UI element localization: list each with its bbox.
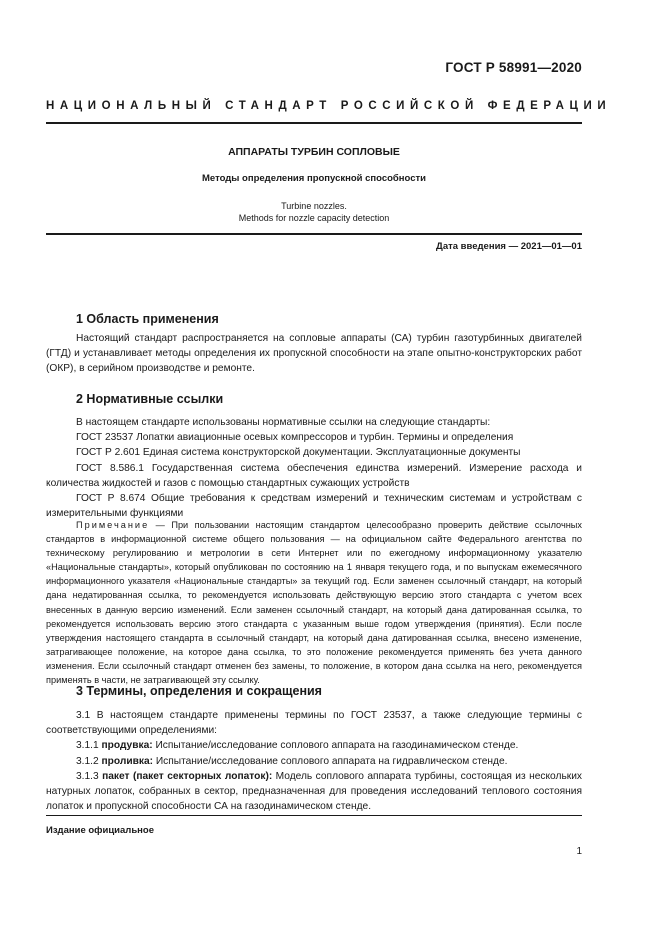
term-name: проливка: xyxy=(101,755,153,767)
section-3-heading: 3 Термины, определения и сокращения xyxy=(76,684,322,698)
document-title: АППАРАТЫ ТУРБИН СОПЛОВЫЕ xyxy=(228,146,400,158)
title-rule xyxy=(46,233,582,235)
term-name: продувка: xyxy=(101,740,153,752)
note-label: Примечание xyxy=(76,520,150,530)
english-title xyxy=(46,200,582,224)
term-number: 3.1.1 xyxy=(76,740,102,752)
document-subtitle: Методы определения пропускной способности xyxy=(202,173,426,184)
section-1-heading: 1 Область применения xyxy=(76,312,219,326)
standard-id: ГОСТ Р 58991—2020 xyxy=(445,60,582,75)
section-1-body xyxy=(46,331,582,377)
term-item xyxy=(46,738,582,753)
term-item xyxy=(46,754,582,769)
section-2-heading: 2 Нормативные ссылки xyxy=(76,392,224,406)
footer-rule xyxy=(46,815,582,816)
reference-item: ГОСТ 8.586.1 Государственная система обеспечения единства измерений. Измерение расхода и количества жидкостей и газов с помощью стандартных сужающих устройств xyxy=(46,462,582,489)
term-item xyxy=(46,769,582,815)
term-definition: Модель соплового аппарата турбины, состоящая из нескольких натурных лопаток, собранных в сектор, предназначенная для проведения исследований теплового состояния лопаток и пропускной способности СА на газодинамическом стенде. xyxy=(46,770,582,813)
section-2-body xyxy=(46,415,582,521)
reference-item: ГОСТ Р 2.601 Единая система конструкторской документации. Эксплуатационные документы xyxy=(76,447,521,459)
section-3-body xyxy=(46,708,582,814)
top-rule xyxy=(46,122,582,124)
english-title-line: Turbine nozzles. xyxy=(281,201,347,211)
edition-label: Издание официальное xyxy=(46,825,154,836)
term-number: 3.1.3 xyxy=(76,770,103,782)
term-number: 3.1.2 xyxy=(76,755,102,767)
reference-item: ГОСТ Р 8.674 Общие требования к средствам измерений и техническим системам и устройствам с измерительными функциями xyxy=(46,493,582,520)
national-standard-line: НАЦИОНАЛЬНЫЙ СТАНДАРТ РОССИЙСКОЙ ФЕДЕРАЦИИ xyxy=(46,100,612,112)
reference-item: ГОСТ 23537 Лопатки авиационные осевых компрессоров и турбин. Термины и определения xyxy=(76,432,514,444)
term-definition: Испытание/исследование соплового аппарата на газодинамическом стенде. xyxy=(152,740,519,752)
english-title-line: Methods for nozzle capacity detection xyxy=(238,213,390,223)
page-number: 1 xyxy=(576,846,582,857)
note-text: — При пользовании настоящим стандартом целесообразно проверить действие ссылочных стандартов в информационной системе общего пользования — на официальном сайте Федерального агентства по техническому регулированию и метрологии в сети Интернет или по ежегодному информационному указателю «Национальные стандарты», который опубликован по состоянию на 1 января текущего года, и по выпускам ежемесячного информационного указателя «Национальные стандарты» за текущий год. Если заменен ссылочный стандарт, на который дана недатированная ссылка, то рекомендуется использовать действующую версию этого стандарта с учетом всех внесенных в данную версию изменений. Если заменен ссылочный стандарт, на который дана датированная ссылка, то рекомендуется использовать версию этого стандарта с указанным выше годом утверждения (принятия). Если после утверждения настоящего стандарта в ссылочный стандарт, на который дана датированная ссылка, внесено изменение, затрагивающее положение, на которое дана ссылка, то это положение рекомендуется применять без учета данного изменения. Если ссылочный стандарт отменен без замены, то положение, в котором дана ссылка на него, рекомендуется применять в части, не затрагивающей эту ссылку. xyxy=(46,520,582,686)
term-name: пакет (пакет секторных лопаток): xyxy=(102,770,273,782)
note-block xyxy=(46,518,582,687)
term-definition: Испытание/исследование соплового аппарата на гидравлическом стенде. xyxy=(153,755,508,767)
paragraph: 3.1 В настоящем стандарте применены термины по ГОСТ 23537, а также следующие термины с соответствующими определениями: xyxy=(46,710,582,737)
note-paragraph xyxy=(46,518,582,687)
paragraph: В настоящем стандарте использованы нормативные ссылки на следующие стандарты: xyxy=(76,417,491,428)
introduction-date: Дата введения — 2021—01—01 xyxy=(436,241,582,252)
paragraph: Настоящий стандарт распространяется на сопловые аппараты (СА) турбин газотурбинных двигателей (ГТД) и устанавливает методы определения их пропускной способности на этапе опытно-конструкторских работ (ОКР), в серийном производстве и ремонте. xyxy=(46,333,582,375)
